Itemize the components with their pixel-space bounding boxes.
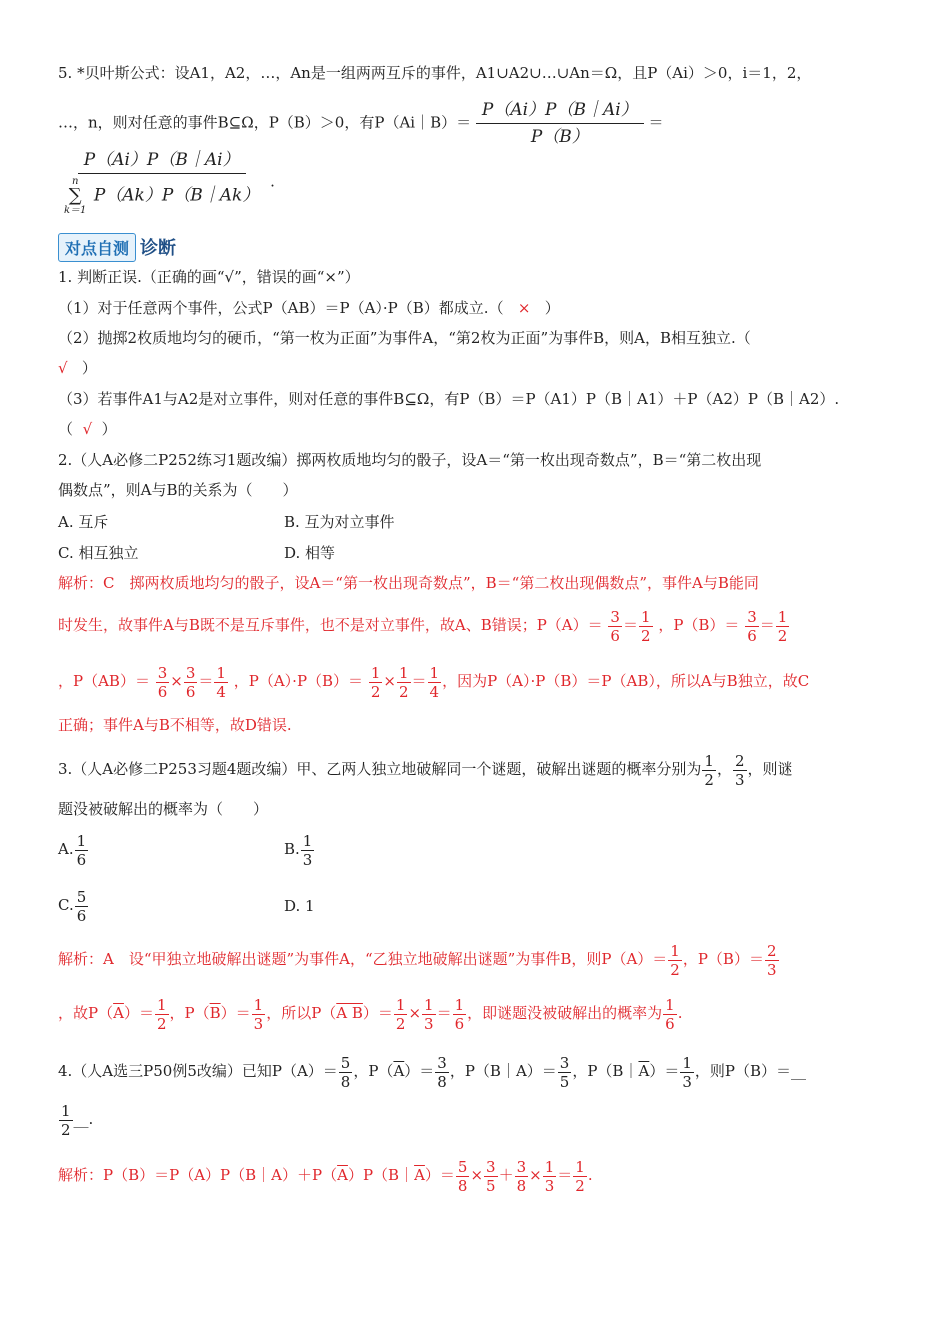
den: 2 — [370, 682, 381, 701]
sum-top: n — [71, 176, 79, 187]
a-bar: $\overline{A}$ — [638, 1062, 650, 1080]
bayes-eq: ＝ — [648, 113, 664, 132]
num: 5 — [457, 1157, 468, 1176]
section-tag: 对点自测 — [58, 233, 136, 262]
frac-1-2 — [59, 1102, 73, 1139]
q2-sol2-text: 时发生，故事件A与B既不是互斥事件，也不是对立事件，故A、B错误；P（A）＝ — [58, 616, 603, 634]
frac-3-8 — [435, 1054, 449, 1091]
q1-s2-answer-line — [58, 358, 97, 378]
q4-solution — [58, 1157, 593, 1195]
frac-5-6 — [75, 888, 89, 925]
num: 1 — [370, 663, 381, 682]
q5-dot: . — [270, 172, 275, 191]
num: 3 — [747, 607, 757, 626]
num: 2 — [766, 941, 777, 960]
q5-line2-text: …，n，则对任意的事件B⊆Ω，P（B）＞0，有P（Ai｜B）＝ — [58, 113, 472, 132]
q5-line1: 5. *贝叶斯公式：设A1，A2，…，An是一组两两互斥的事件，A1∪A2∪…∪An＝Ω，且P（Ai）＞0，i＝1，2， — [58, 64, 812, 82]
frac-3-8 — [515, 1158, 529, 1195]
q4-sol-end: . — [587, 1166, 593, 1184]
frac-1-3 — [680, 1054, 694, 1091]
q2-option-a: A. 互斥 — [58, 513, 109, 531]
num: 3 — [486, 1157, 496, 1176]
den: 6 — [747, 626, 757, 645]
den: 2 — [395, 1014, 406, 1033]
den: 4 — [429, 682, 440, 701]
sum-sign: ∑ — [68, 185, 82, 206]
q3-sol2-d: ）＝ — [220, 1004, 251, 1022]
bayes-frac1-num: P（Ai）P（B｜Ai） — [476, 97, 644, 124]
frac-1-2 — [573, 1158, 587, 1195]
times-sign: × — [170, 672, 183, 690]
den: 8 — [437, 1072, 447, 1091]
plus-sign: ＋ — [498, 1166, 514, 1184]
num: 1 — [61, 1101, 71, 1120]
q2-sol3-a: ，P（AB）＝ — [58, 672, 150, 690]
times-sign: × — [408, 1004, 422, 1022]
num: 1 — [398, 663, 409, 682]
times-sign: × — [470, 1166, 484, 1184]
q2-solution-3 — [58, 663, 809, 701]
den: 6 — [665, 1014, 675, 1033]
den: 6 — [157, 682, 168, 701]
q1-s1-answer: × — [517, 299, 531, 317]
q3-sol1-mid: ，P（B）＝ — [682, 950, 764, 968]
q2-sol3-b: ，P（A）·P（B）＝ — [233, 672, 364, 690]
a-bar: $\overline{A}$ — [414, 1166, 425, 1184]
q2-solution-4: 正确；事件A与B不相等，故D错误. — [58, 716, 292, 734]
q4-stem-g: ，则P（B）＝__ — [694, 1062, 806, 1080]
q3-sol2-g: ，即谜题没被破解出的概率为 — [467, 1004, 663, 1022]
eq-sign: ＝ — [436, 1004, 452, 1022]
q5-line2 — [58, 97, 664, 150]
den: 6 — [76, 850, 87, 869]
den: 3 — [424, 1014, 434, 1033]
num: 1 — [395, 995, 406, 1014]
num: 1 — [682, 1053, 692, 1072]
frac-3-5 — [484, 1158, 498, 1195]
num: 1 — [640, 607, 651, 626]
frac-3-6 — [745, 608, 759, 645]
den: 2 — [156, 1014, 167, 1033]
q4-stem-b: ，P（ — [353, 1062, 394, 1080]
num: 1 — [544, 1157, 555, 1176]
num: 1 — [575, 1157, 585, 1176]
den: 6 — [610, 626, 620, 645]
num: 1 — [670, 941, 680, 960]
q3-option-b-label: B. — [284, 840, 300, 858]
den: 2 — [704, 770, 714, 789]
bayes-frac1-den: P（B） — [530, 127, 589, 147]
ab-bar: A B — [336, 1004, 363, 1022]
q1-s2: （2）抛掷2枚质地均匀的硬币，“第一枚为正面”为事件A，“第2枚为正面”为事件B，则A，B相互独立.（ — [58, 329, 751, 347]
q3-option-a — [58, 831, 89, 869]
num: 5 — [340, 1053, 351, 1072]
q3-sol2-c: ，P（ — [169, 1004, 210, 1022]
q2-stem2: 偶数点”，则A与B的关系为（ ） — [58, 481, 298, 499]
frac-1-6 — [453, 996, 467, 1033]
frac-1-2 — [394, 996, 408, 1033]
q4-stem-a: 4.（人A选三P50例5改编）已知P（A）＝ — [58, 1062, 338, 1080]
frac-1-3 — [252, 996, 266, 1033]
num: 1 — [424, 995, 434, 1014]
den: 3 — [253, 1014, 264, 1033]
den: 6 — [76, 906, 87, 925]
frac-1-2 — [397, 664, 411, 701]
q1-s1-end: ） — [544, 299, 560, 317]
q1-s1-text: （1）对于任意两个事件，公式P（AB）＝P（A）·P（B）都成立.（ — [58, 299, 504, 317]
b-bar: $\overline{B}$ — [209, 1004, 221, 1022]
q3-sol1-text: 解析：A 设“甲独立地破解出谜题”为事件A，“乙独立地破解出谜题”为事件B，则P（A）＝ — [58, 950, 668, 968]
q1-stem: 1. 判断正误.（正确的画“√”，错误的画“×”） — [58, 268, 360, 286]
bayes-frac2-den — [58, 174, 265, 218]
frac-1-2 — [155, 996, 169, 1033]
eq-sign: ＝ — [557, 1166, 573, 1184]
frac-1-2 — [668, 942, 682, 979]
num: 3 — [157, 663, 168, 682]
den: 2 — [575, 1176, 585, 1195]
sum-symbol — [64, 176, 86, 216]
q3-sol2-f: ）＝ — [362, 1004, 393, 1022]
frac-3-5 — [558, 1054, 572, 1091]
q4-stem — [58, 1053, 806, 1091]
q3-sol2-a: ，故P（ — [58, 1004, 114, 1022]
q3-stem2: 题没被破解出的概率为（ ） — [58, 800, 269, 818]
frac-3-6 — [608, 608, 622, 645]
q3-option-c-label: C. — [58, 896, 74, 914]
frac-3-6 — [156, 664, 170, 701]
a-bar: $\overline{A}$ — [393, 1062, 405, 1080]
frac-5-8 — [456, 1158, 470, 1195]
num: 1 — [216, 663, 226, 682]
eq-sign: ＝ — [198, 672, 214, 690]
num: 1 — [156, 995, 167, 1014]
q3-solution-2 — [58, 995, 683, 1033]
den: 6 — [185, 682, 196, 701]
num: 1 — [429, 663, 440, 682]
den: 3 — [302, 850, 313, 869]
q4-stem-c: ）＝ — [404, 1062, 435, 1080]
q1-s3-answer-line — [58, 419, 117, 439]
bayes-frac2-num: P（Ai）P（B｜Ai） — [78, 147, 246, 174]
num: 1 — [704, 751, 714, 770]
num: 1 — [76, 831, 87, 850]
section-header — [58, 232, 176, 262]
q3-stem1: 3.（人A必修二P253习题4题改编）甲、乙两人独立地破解同一个谜题，破解出谜题的概率分别为 $\frac{1}{2}$ ， $\frac{2}{3}$ ，则谜 — [58, 751, 793, 789]
frac-1-3 — [422, 996, 436, 1033]
num: 1 — [302, 831, 313, 850]
q3-option-d: D. 1 — [284, 897, 315, 915]
q4-stem-e: ，P（B｜ — [572, 1062, 639, 1080]
den: 8 — [340, 1072, 351, 1091]
q3-option-c — [58, 887, 89, 925]
q1-s3-pre: （ — [58, 420, 74, 438]
num: 1 — [777, 607, 788, 626]
num: 3 — [437, 1053, 447, 1072]
frac-1-3 — [301, 832, 315, 869]
den: 2 — [777, 626, 788, 645]
num: 5 — [76, 887, 87, 906]
q3-sol2-b: ）＝ — [123, 1004, 154, 1022]
q4-answer — [58, 1101, 93, 1139]
frac-2-3 — [765, 942, 779, 979]
a-bar: $\overline{A}$ — [337, 1166, 348, 1184]
q3-sol2-e: ，所以P（ — [266, 1004, 337, 1022]
q4-answer-end: __. — [73, 1110, 94, 1128]
den: 4 — [216, 682, 226, 701]
bayes-frac2-den-text: P（Ak）P（B｜Ak） — [93, 185, 260, 206]
den: 5 — [486, 1176, 496, 1195]
q3-stem1-text: 3.（人A必修二P253习题4题改编）甲、乙两人独立地破解同一个谜题，破解出谜题的概率分别为 — [58, 760, 702, 778]
a-bar: $\overline{A}$ — [113, 1004, 124, 1022]
den: 2 — [398, 682, 409, 701]
frac-1-6 — [75, 832, 89, 869]
q2-option-c: C. 相互独立 — [58, 544, 139, 562]
section-title: 诊断 — [140, 238, 177, 259]
den: 3 — [544, 1176, 555, 1195]
den: 5 — [559, 1072, 570, 1091]
q4-sol-b: ）P（B｜ — [347, 1166, 415, 1184]
q3-stem1-end: ，则谜 — [747, 760, 793, 778]
times-sign: × — [529, 1166, 542, 1184]
eq-sign: ＝ — [411, 672, 427, 690]
den: 2 — [640, 626, 651, 645]
frac-1-2 — [702, 752, 716, 789]
frac-1-4 — [214, 664, 228, 701]
q4-stem-d: ，P（B｜A）＝ — [449, 1062, 557, 1080]
q1-s1 — [58, 298, 560, 318]
q3-solution-1 — [58, 941, 780, 979]
frac-1-2 — [639, 608, 653, 645]
q1-s3-end: ） — [101, 420, 117, 438]
q1-s2-answer: √ — [58, 359, 68, 377]
q3-option-b — [284, 831, 315, 869]
q2-sol2-mid: ，P（B）＝ — [658, 616, 740, 634]
frac-1-2 — [776, 608, 790, 645]
eq-sign: ＝ — [759, 616, 775, 634]
den: 2 — [61, 1120, 71, 1139]
q5-line3 — [58, 147, 275, 218]
num: 3 — [559, 1053, 570, 1072]
den: 6 — [454, 1014, 465, 1033]
sum-bottom: k＝1 — [64, 205, 87, 216]
q1-s2-end: ） — [81, 359, 97, 377]
eq-sign: ＝ — [622, 616, 638, 634]
num: 1 — [454, 995, 465, 1014]
den: 3 — [682, 1072, 692, 1091]
den: 3 — [766, 960, 777, 979]
den: 8 — [457, 1176, 468, 1195]
frac-3-6 — [184, 664, 198, 701]
q3-option-a-label: A. — [58, 840, 74, 858]
bayes-fraction-1 — [476, 97, 644, 150]
num: 2 — [734, 751, 745, 770]
num: 3 — [516, 1157, 527, 1176]
q1-s3: （3）若事件A1与A2是对立事件，则对任意的事件B⊆Ω，有P（B）＝P（A1）P（B｜A1）＋P（A2）P（B｜A2）. — [58, 390, 840, 408]
bayes-fraction-2 — [58, 147, 265, 218]
q3-sol2-end: . — [677, 1004, 683, 1022]
times-sign: × — [383, 672, 396, 690]
frac-1-2 — [369, 664, 383, 701]
q4-sol-a: 解析：P（B）＝P（A）P（B｜A）＋P（ — [58, 1166, 338, 1184]
q2-solution-1: 解析：C 掷两枚质地均匀的骰子，设A＝“第一枚出现奇数点”，B＝“第二枚出现偶数点”，事件A与B能同 — [58, 574, 759, 592]
frac-1-3 — [543, 1158, 557, 1195]
den: 2 — [670, 960, 680, 979]
num: 1 — [665, 995, 675, 1014]
frac-1-4 — [428, 664, 442, 701]
q2-solution-2 — [58, 607, 790, 645]
num: 3 — [185, 663, 196, 682]
q2-sol3-c: ，因为P（A）·P（B）＝P（AB），所以A与B独立，故C — [442, 672, 810, 690]
q2-option-b: B. 互为对立事件 — [284, 513, 395, 531]
q4-stem-f: ）＝ — [649, 1062, 680, 1080]
num: 3 — [610, 607, 620, 626]
q2-stem1: 2.（人A必修二P252练习1题改编）掷两枚质地均匀的骰子，设A＝“第一枚出现奇数点”，B＝“第二枚出现 — [58, 451, 762, 469]
frac-1-6 — [663, 996, 677, 1033]
den: 8 — [516, 1176, 527, 1195]
frac-2-3 — [733, 752, 747, 789]
q4-sol-c: ）＝ — [424, 1166, 455, 1184]
frac-5-8 — [339, 1054, 353, 1091]
num: 1 — [253, 995, 264, 1014]
q1-s3-answer: √ — [82, 420, 93, 438]
den: 3 — [734, 770, 745, 789]
q2-option-d: D. 相等 — [284, 544, 336, 562]
